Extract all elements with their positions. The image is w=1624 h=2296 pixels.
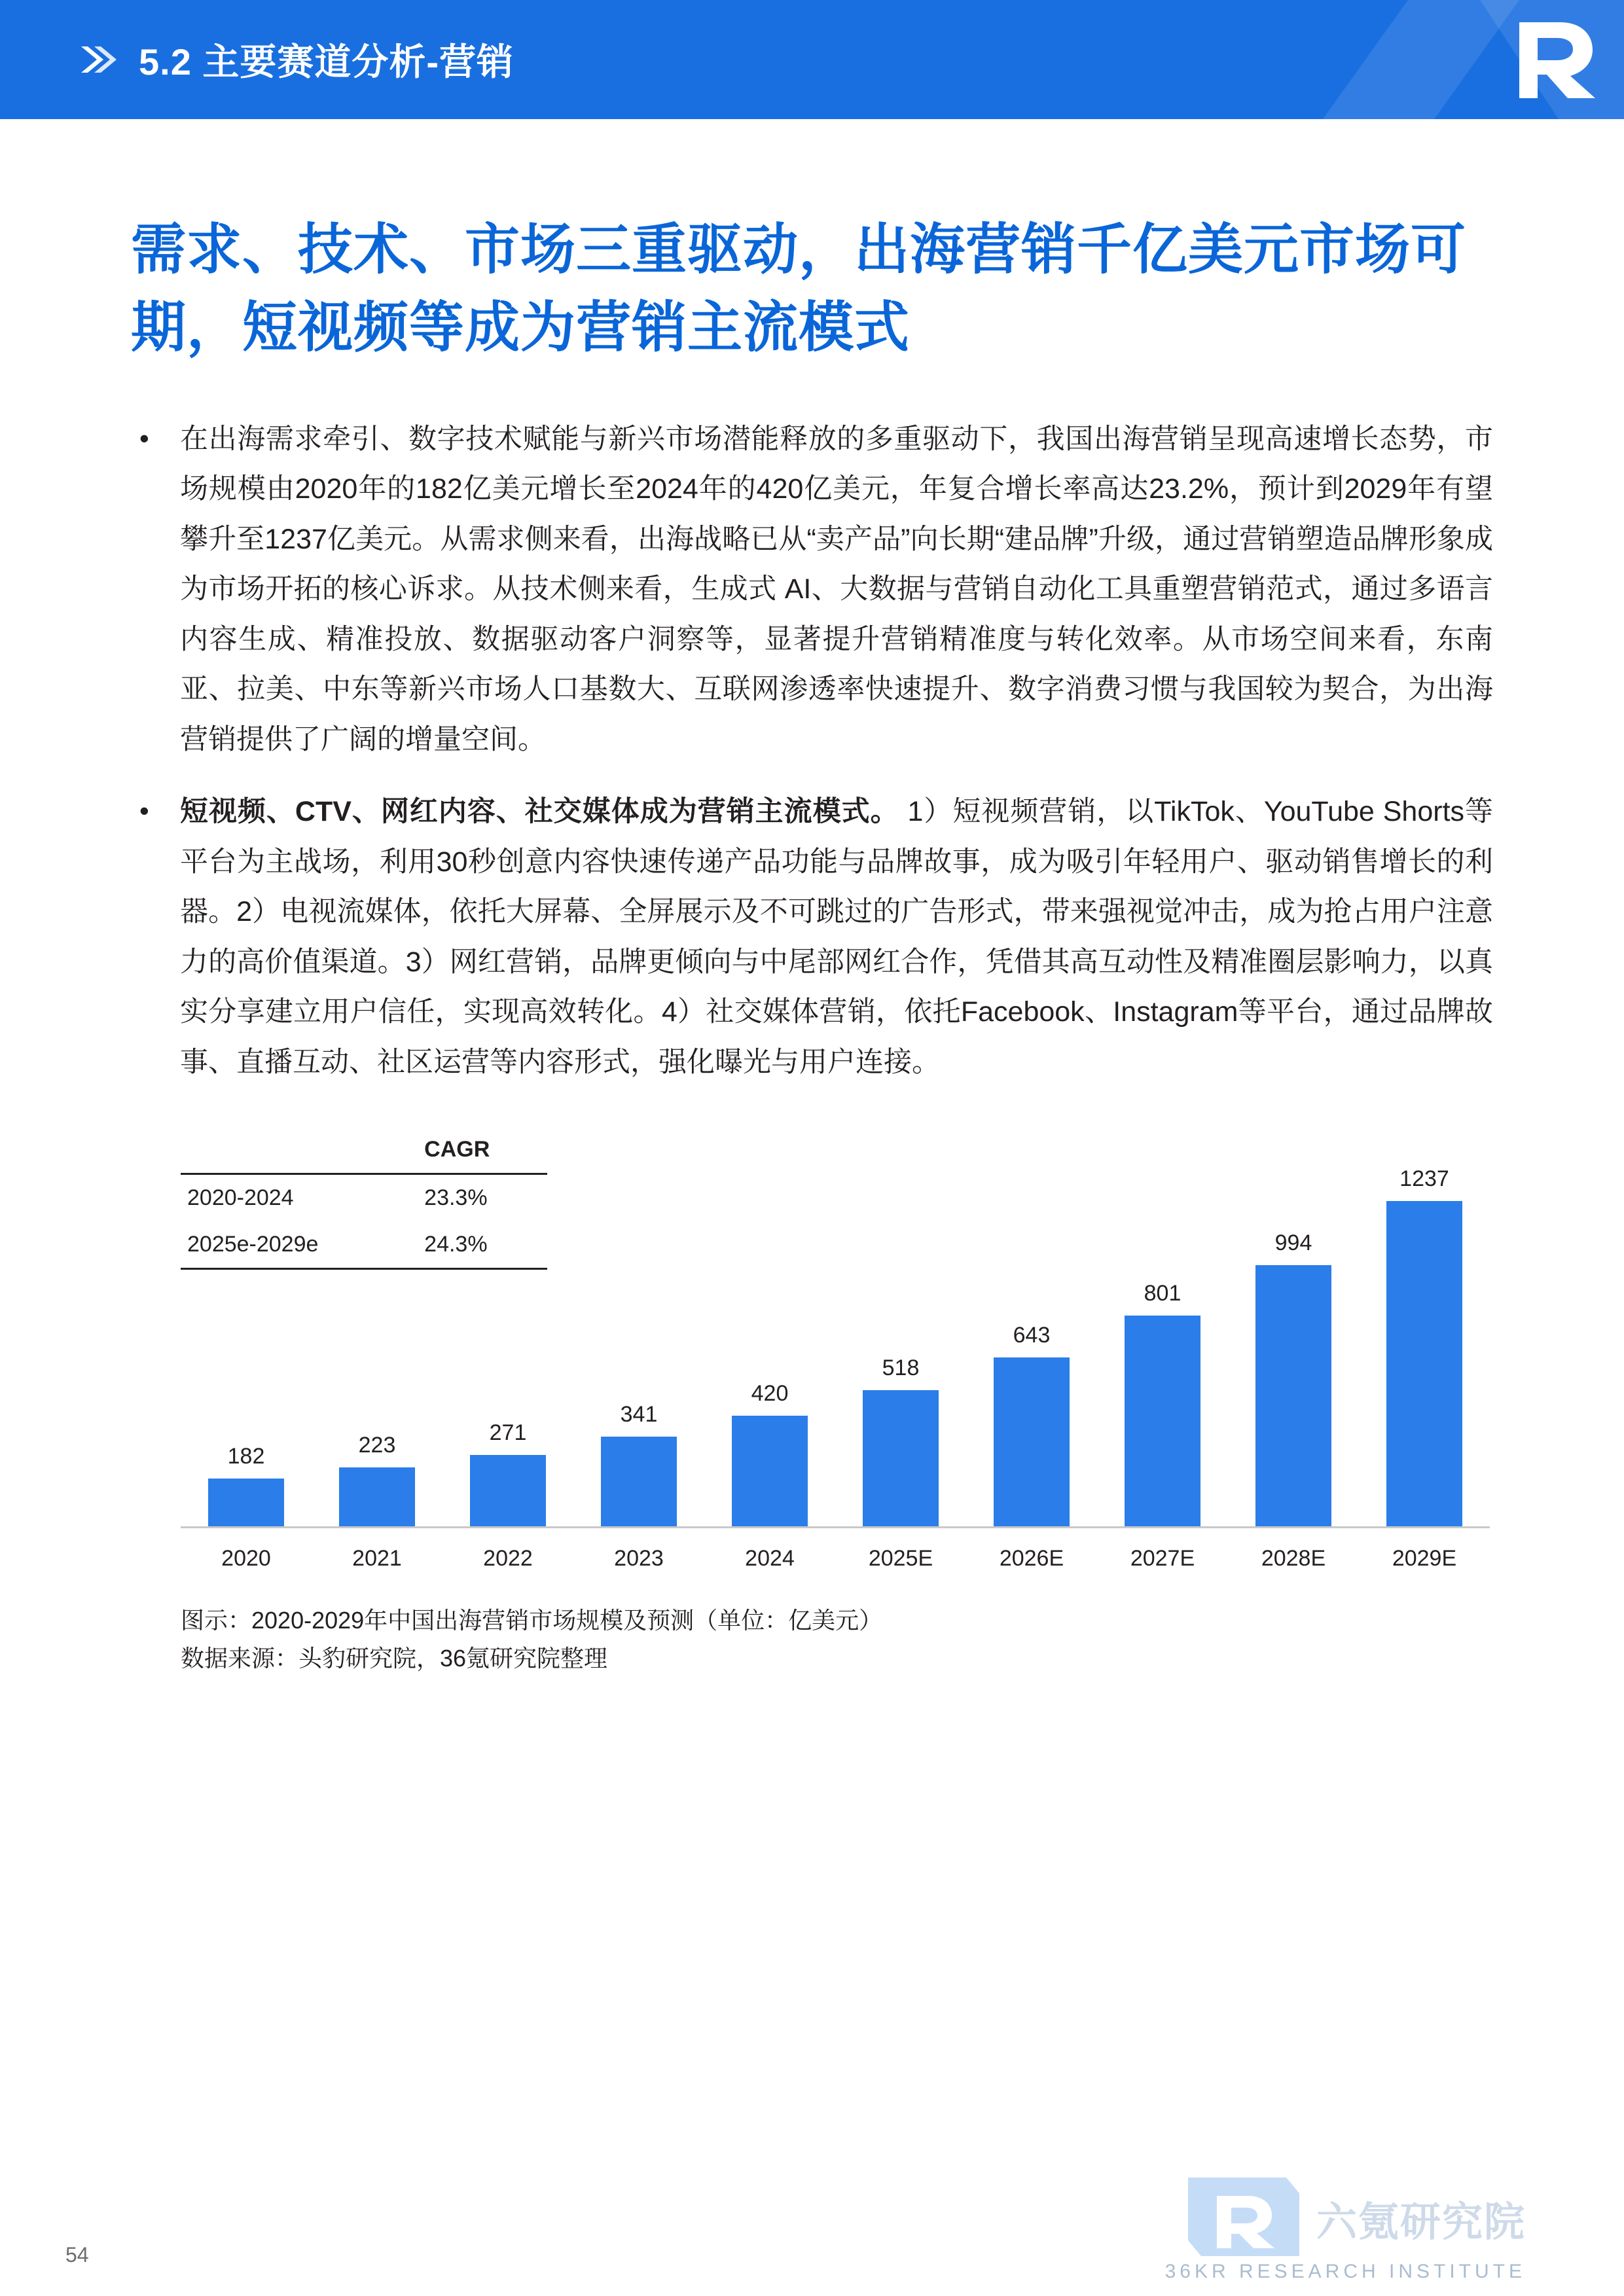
bullet-lead: 短视频、CTV、网红内容、社交媒体成为营销主流模式。 bbox=[180, 796, 899, 828]
list-item bbox=[134, 787, 1493, 1109]
bar bbox=[994, 1357, 1070, 1526]
x-axis-tick-label: 2024 bbox=[745, 1546, 795, 1571]
bar bbox=[1125, 1316, 1200, 1526]
bar-value-label: 643 bbox=[1013, 1323, 1051, 1348]
caption-line-2: 数据来源：头豹研究院，36氪研究院整理 bbox=[181, 1645, 608, 1672]
bar bbox=[208, 1479, 284, 1526]
bar bbox=[470, 1455, 546, 1526]
x-axis-tick-label: 2025E bbox=[868, 1546, 933, 1571]
brand-name-en: 36KR RESEARCH INSTITUTE bbox=[1164, 2261, 1526, 2282]
bullet-paragraph: 在出海需求牵引、数字技术赋能与新兴市场潜能释放的多重驱动下，我国出海营销呈现高速增长态势，市场规模由2020年的182亿美元增长至2024年的420亿美元，年复合增长率高达23.2%，预计到2029年有望攀升至1237亿美元。从需求侧来看，出海战略已从“卖产品”向长期“建品牌”升级，通过营销塑造品牌形象成为市场开拓的核心诉求。从技术侧来看，生成式 AI、大数据与营销自动化工具重塑营销范式，通过多语言内容生成、精准投放、数据驱动客户洞察等，显著提升营销精准度与转化效率。从市场空间来看，东南亚、拉美、中东等新兴市场人口基数大、互联网渗透率快速提升、数字消费习惯与我国较为契合，为出海营销提供了广阔的增量空间。 bbox=[180, 423, 1493, 755]
bullet-marker: • bbox=[139, 422, 149, 454]
x-axis-tick-label: 2022 bbox=[483, 1546, 533, 1571]
x-axis-tick-label: 2027E bbox=[1130, 1546, 1195, 1571]
bar bbox=[601, 1437, 677, 1526]
cagr-period: 2025e-2029e bbox=[181, 1221, 412, 1269]
bar bbox=[732, 1416, 808, 1526]
cagr-value: 23.3% bbox=[424, 1185, 488, 1211]
chart-bar-group bbox=[704, 1134, 835, 1526]
x-axis-tick-label: 2020 bbox=[221, 1546, 271, 1571]
cagr-period: 2020-2024 bbox=[187, 1185, 294, 1211]
caption-line-1: 图示：2020-2029年中国出海营销市场规模及预测（单位：亿美元） bbox=[181, 1607, 883, 1634]
cagr-col-header: CAGR bbox=[412, 1126, 547, 1174]
bar-value-label: 182 bbox=[227, 1444, 265, 1469]
bar-value-label: 994 bbox=[1274, 1230, 1312, 1256]
title-block bbox=[131, 211, 1487, 367]
chart-bar-group bbox=[1359, 1134, 1490, 1526]
chart-bar-group bbox=[573, 1134, 704, 1526]
bar-value-label: 518 bbox=[882, 1355, 920, 1381]
list-item bbox=[134, 414, 1493, 787]
x-axis-tick-label: 2023 bbox=[614, 1546, 664, 1571]
chart-caption bbox=[181, 1602, 1493, 1677]
x-axis-tick-label: 2021 bbox=[352, 1546, 402, 1571]
section-label: 5.2 主要赛道分析-营销 bbox=[139, 41, 514, 82]
bullet-list bbox=[0, 414, 1624, 1110]
chart-bar-group bbox=[1228, 1134, 1359, 1526]
bar bbox=[1386, 1201, 1462, 1526]
chart-bar-group bbox=[966, 1134, 1097, 1526]
cagr-value: 24.3% bbox=[412, 1221, 547, 1269]
bar-value-label: 341 bbox=[620, 1402, 658, 1427]
bar-value-label: 801 bbox=[1144, 1281, 1182, 1306]
cagr-col-blank bbox=[181, 1126, 412, 1174]
brand-watermark bbox=[1188, 2178, 1526, 2259]
bar bbox=[863, 1390, 939, 1526]
chart-bar-group bbox=[835, 1134, 966, 1526]
bar bbox=[1255, 1265, 1331, 1526]
brand-name-cn: 六氪研究院 bbox=[1316, 2200, 1526, 2245]
x-axis-tick-label: 2029E bbox=[1392, 1546, 1457, 1571]
page-content bbox=[0, 119, 1624, 1677]
double-chevron-right-icon bbox=[77, 40, 117, 79]
kr-logo-icon bbox=[1127, 0, 1624, 119]
chart-x-axis-labels bbox=[181, 1546, 1490, 1571]
table-row bbox=[181, 1174, 547, 1222]
cagr-table bbox=[181, 1126, 547, 1270]
page-header bbox=[0, 0, 1624, 119]
chart-bar-group bbox=[1097, 1134, 1228, 1526]
x-axis-tick-label: 2026E bbox=[999, 1546, 1064, 1571]
bullet-marker: • bbox=[139, 795, 149, 827]
kr-watermark-icon bbox=[1188, 2178, 1299, 2259]
x-axis-tick-label: 2028E bbox=[1261, 1546, 1326, 1571]
bar-value-label: 223 bbox=[358, 1433, 396, 1458]
bar-value-label: 1237 bbox=[1399, 1166, 1449, 1192]
market-size-bar-chart bbox=[181, 1126, 1493, 1585]
page-title: 需求、技术、市场三重驱动，出海营销千亿美元市场可期，短视频等成为营销主流模式 bbox=[131, 219, 1467, 359]
table-row bbox=[181, 1221, 547, 1269]
bar bbox=[339, 1467, 415, 1526]
bar-value-label: 420 bbox=[751, 1381, 789, 1407]
page-number: 54 bbox=[65, 2243, 89, 2267]
bar-value-label: 271 bbox=[489, 1420, 527, 1446]
bullet-paragraph bbox=[180, 787, 1493, 1087]
bullet-body: 1）短视频营销，以TikTok、YouTube Shorts等平台为主战场，利用30秒创意内容快速传递产品功能与品牌故事，成为吸引年轻用户、驱动销售增长的利器。2）电视流媒体，依托大屏幕、全屏展示及不可跳过的广告形式，带来强视觉冲击，成为抢占用户注意力的高价值渠道。3）网红营销，品牌更倾向与中尾部网红合作，凭借其高互动性及精准圈层影响力，以真实分享建立用户信任，实现高效转化。4）社交媒体营销，依托Facebook、Instagram等平台，通过品牌故事、直播互动、社区运营等内容形式，强化曝光与用户连接。 bbox=[180, 796, 1494, 1078]
